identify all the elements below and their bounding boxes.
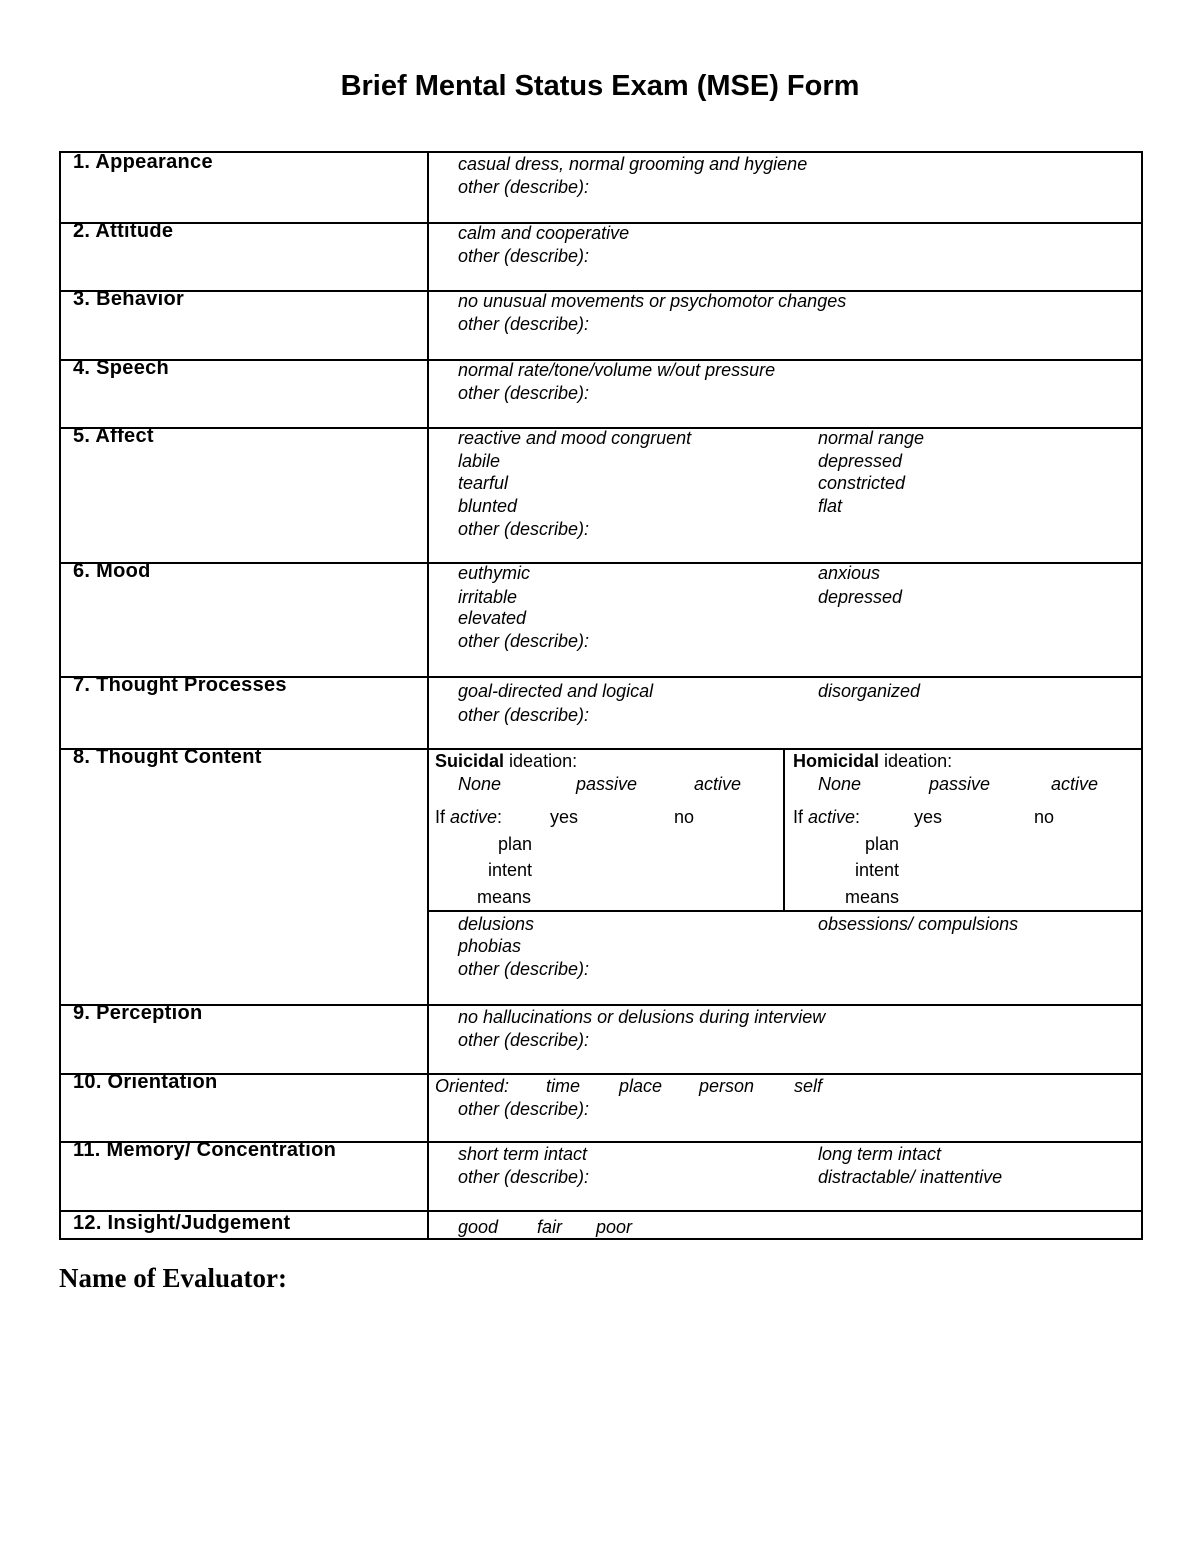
homicidal-ideation-heading: Homicidal ideation: <box>793 751 953 771</box>
option[interactable]: constricted <box>818 473 906 493</box>
option[interactable]: calm and cooperative <box>458 223 630 243</box>
row-behavior <box>61 290 1141 361</box>
row-label: 5. Affect <box>73 425 154 447</box>
row-label: 6. Mood <box>73 560 151 582</box>
row-label: 9. Perception <box>73 1002 203 1024</box>
option[interactable]: normal rate/tone/volume w/out pressure <box>458 360 776 380</box>
row-label: 8. Thought Content <box>73 746 262 768</box>
row-label: 11. Memory/ Concentration <box>73 1139 337 1161</box>
option[interactable]: irritable <box>458 587 518 607</box>
homicidal-if-active: If active: <box>793 807 861 827</box>
row-speech <box>61 359 1141 429</box>
option-other[interactable]: other (describe): <box>458 177 590 197</box>
homicidal-intent-option[interactable]: intent <box>855 860 900 880</box>
oriented-label: Oriented: <box>435 1076 510 1096</box>
row-perception <box>61 1004 1141 1075</box>
option[interactable]: tearful <box>458 473 509 493</box>
row-memory-concentration <box>61 1141 1141 1212</box>
option[interactable]: depressed <box>818 587 903 607</box>
suicidal-none-option[interactable]: None <box>458 774 502 794</box>
option[interactable]: blunted <box>458 496 518 516</box>
insight-fair-option[interactable]: fair <box>537 1217 563 1237</box>
suicidal-means-option[interactable]: means <box>477 887 532 907</box>
row-label: 10. Orientation <box>73 1071 218 1093</box>
suicidal-intent-option[interactable]: intent <box>488 860 533 880</box>
orientation-self-option[interactable]: self <box>794 1076 823 1096</box>
orientation-person-option[interactable]: person <box>699 1076 755 1096</box>
option[interactable]: long term intact <box>818 1144 942 1164</box>
option[interactable]: no unusual movements or psychomotor changes <box>458 291 847 311</box>
option-other[interactable]: other (describe): <box>458 1030 590 1050</box>
row-label: 2. Attitude <box>73 220 174 242</box>
suicidal-no-option[interactable]: no <box>674 807 695 827</box>
insight-poor-option[interactable]: poor <box>596 1217 633 1237</box>
orientation-place-option[interactable]: place <box>619 1076 663 1096</box>
row-label: 4. Speech <box>73 357 170 379</box>
option-other[interactable]: other (describe): <box>458 383 590 403</box>
row-label: 12. Insight/Judgement <box>73 1212 291 1234</box>
option-other[interactable]: other (describe): <box>458 1099 590 1119</box>
option[interactable]: flat <box>818 496 843 516</box>
row-insight-judgement <box>61 1210 1141 1238</box>
option[interactable]: no hallucinations or delusions during interview <box>458 1007 826 1027</box>
row-appearance <box>61 153 1141 224</box>
homicidal-no-option[interactable]: no <box>1034 807 1055 827</box>
row-thought-content <box>61 748 1141 1006</box>
option-other[interactable]: other (describe): <box>458 314 590 334</box>
orientation-time-option[interactable]: time <box>546 1076 581 1096</box>
suicidal-passive-option[interactable]: passive <box>576 774 638 794</box>
option[interactable]: delusions <box>458 914 535 934</box>
option-other[interactable]: other (describe): <box>458 519 590 539</box>
option-other[interactable]: other (describe): <box>458 246 590 266</box>
option[interactable]: euthymic <box>458 563 531 583</box>
page-title: Brief Mental Status Exam (MSE) Form <box>340 70 860 102</box>
row-thought-processes <box>61 676 1141 750</box>
option[interactable]: anxious <box>818 563 881 583</box>
option[interactable]: short term intact <box>458 1144 588 1164</box>
homicidal-active-option[interactable]: active <box>1051 774 1099 794</box>
row-label: 1. Appearance <box>73 151 213 173</box>
homicidal-yes-option[interactable]: yes <box>914 807 943 827</box>
option[interactable]: obsessions/ compulsions <box>818 914 1019 934</box>
suicidal-active-option[interactable]: active <box>694 774 742 794</box>
row-label: 3. Behavior <box>73 288 185 310</box>
option-other[interactable]: other (describe): <box>458 1167 590 1187</box>
option-other[interactable]: other (describe): <box>458 705 590 725</box>
row-attitude <box>61 222 1141 292</box>
row-mood <box>61 562 1141 678</box>
subcell-divider <box>427 910 1141 912</box>
homicidal-passive-option[interactable]: passive <box>929 774 991 794</box>
subcell-divider <box>783 748 785 912</box>
option[interactable]: disorganized <box>818 681 921 701</box>
option[interactable]: phobias <box>458 936 522 956</box>
option[interactable]: reactive and mood congruent <box>458 428 692 448</box>
homicidal-none-option[interactable]: None <box>818 774 862 794</box>
homicidal-plan-option[interactable]: plan <box>865 834 900 854</box>
insight-good-option[interactable]: good <box>458 1217 499 1237</box>
option[interactable]: casual dress, normal grooming and hygiene <box>458 154 808 174</box>
row-affect <box>61 427 1141 564</box>
suicidal-plan-option[interactable]: plan <box>498 834 533 854</box>
option[interactable]: distractable/ inattentive <box>818 1167 1003 1187</box>
option[interactable]: depressed <box>818 451 903 471</box>
option[interactable]: elevated <box>458 608 527 628</box>
option[interactable]: labile <box>458 451 501 471</box>
mse-form-table <box>59 151 1143 1240</box>
option-other[interactable]: other (describe): <box>458 959 590 979</box>
evaluator-name-label: Name of Evaluator: <box>59 1263 287 1293</box>
suicidal-yes-option[interactable]: yes <box>550 807 579 827</box>
option[interactable]: normal range <box>818 428 925 448</box>
suicidal-if-active: If active: <box>435 807 503 827</box>
suicidal-ideation-heading: Suicidal ideation: <box>435 751 578 771</box>
row-orientation <box>61 1073 1141 1143</box>
option-other[interactable]: other (describe): <box>458 631 590 651</box>
homicidal-means-option[interactable]: means <box>845 887 900 907</box>
option[interactable]: goal-directed and logical <box>458 681 654 701</box>
row-label: 7. Thought Processes <box>73 674 287 696</box>
